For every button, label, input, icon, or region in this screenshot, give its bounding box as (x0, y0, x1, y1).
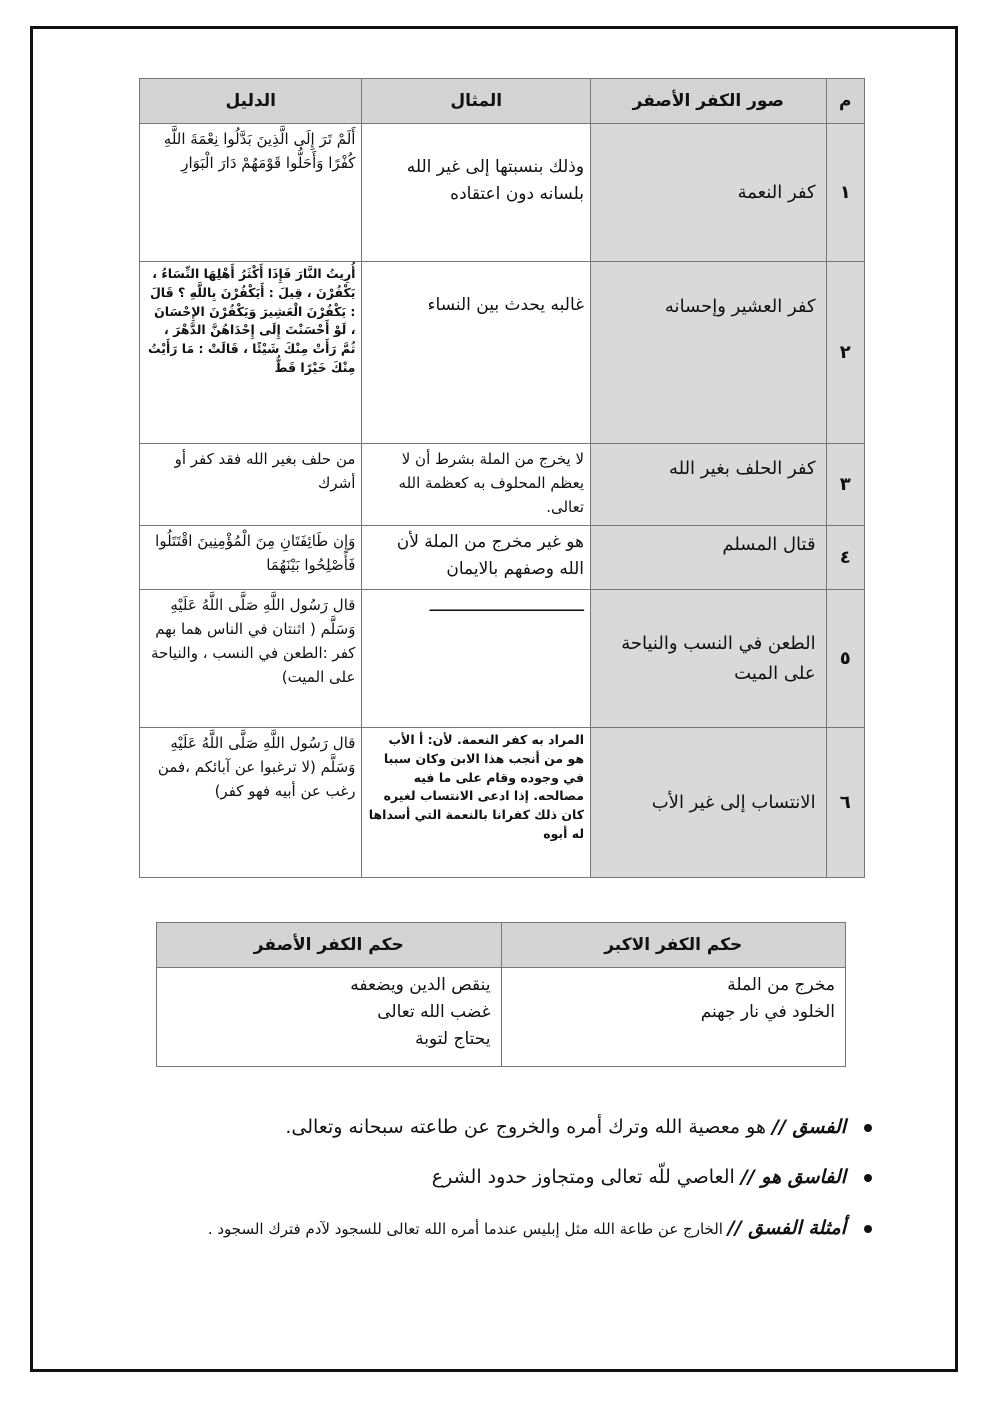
major-ruling-cell (501, 968, 846, 1067)
rulings-row (157, 968, 846, 1067)
row-form: الانتساب إلى غير الأب (591, 728, 827, 878)
row-number: ٥ (826, 590, 864, 728)
table-row (140, 124, 865, 262)
list-item: غضب الله تعالى (377, 1002, 491, 1023)
row-form: كفر النعمة (591, 124, 827, 262)
row-evidence: قال رَسُول اللَّهِ صَلَّى اللَّهُ عَلَيْهِ وَسَلَّم (لا ترغبوا عن آبائكم ،فمن رغب عن أبيه فهو كفر) (140, 728, 362, 878)
row-number: ٣ (826, 444, 864, 526)
row-form: قتال المسلم (591, 526, 827, 590)
table-row (140, 728, 865, 878)
bullet-icon (864, 1124, 872, 1132)
minor-ruling-cell (157, 968, 502, 1067)
row-form: كفر العشير وإحسانه (591, 262, 827, 444)
definition-term: الفسق // (772, 1116, 846, 1138)
rulings-table (156, 922, 846, 1067)
bullet-icon (864, 1225, 872, 1233)
header-example: المثال (362, 79, 591, 124)
definitions-list (120, 1112, 880, 1263)
row-number: ١ (826, 124, 864, 262)
table-row (140, 262, 865, 444)
minor-disbelief-table (139, 78, 865, 878)
row-evidence: أَلَمْ تَرَ إِلَى الَّذِينَ بَدَّلُوا نِعْمَةَ اللَّهِ كُفْرًا وَأَحَلُّوا قَوْمَهُمْ دَارَ الْبَوَارِ (140, 124, 362, 262)
definition-text: الخارج عن طاعة الله مثل إبليس عندما أمره الله تعالى للسجود لآدم فترك السجود . (207, 1219, 728, 1238)
definition-text: هو معصية الله وترك أمره والخروج عن طاعته سبحانه وتعالى. (285, 1116, 773, 1138)
list-item (120, 1112, 880, 1142)
table-row (140, 526, 865, 590)
minor-ruling-header: حكم الكفر الأصفر (157, 923, 502, 968)
row-example: المراد به كفر النعمة. لأن: أ الأب هو من أنجب هذا الابن وكان سببا في وجوده وقام على ما فيه مصالحه. إذا ادعى الانتساب لغيره كان ذلك كفرانا بالنعمة التي أسداها له أبوه (362, 728, 591, 878)
row-evidence: أُرِيتُ النَّارَ فَإِذَا أَكْثَرُ أَهْلِهَا النِّسَاءُ ، يَكْفُرْنَ ، قِيلَ : أَيَكْفُرْنَ بِاللَّهِ ؟ قَالَ : يَكْفُرْنَ الْعَشِيرَ وَيَكْفُرْنَ الإِحْسَانَ ، لَوْ أَحْسَنْتَ إِلَى إِحْدَاهُنَّ الدَّهْرَ ، ثُمَّ رَأَتْ مِنْكَ شَيْئًا ، قَالَتْ : مَا رَأَيْتُ مِنْكَ خَيْرًا قَطُّ (140, 262, 362, 444)
row-example (362, 590, 591, 728)
table-row (140, 444, 865, 526)
header-evidence: الدليل (140, 79, 362, 124)
row-evidence: من حلف بغير الله فقد كفر أو أشرك (140, 444, 362, 526)
row-number: ٢ (826, 262, 864, 444)
definition-term: الفاسق هو // (740, 1166, 846, 1189)
row-example: لا يخرج من الملة بشرط أن لا يعظم المحلوف به كعظمة الله تعالى. (362, 444, 591, 526)
row-example: هو غير مخرج من الملة لأن الله وصفهم بالايمان (362, 526, 591, 590)
header-number: م (826, 79, 864, 124)
rulings-header-row (157, 923, 846, 968)
row-evidence: قال رَسُول اللَّهِ صَلَّى اللَّهُ عَلَيْهِ وَسَلَّم ( اثنتان في الناس هما بهم كفر :الطعن في النسب ، والنياحة على الميت) (140, 590, 362, 728)
list-item (120, 1162, 880, 1192)
row-number: ٦ (826, 728, 864, 878)
empty-example-dash: ـــــــــــــــــــــــــــــــ (429, 596, 585, 616)
list-item: ينقص الدين ويضعفه (350, 975, 491, 995)
table-row (140, 590, 865, 728)
major-ruling-header: حكم الكفر الاكبر (501, 923, 846, 968)
list-item: مخرج من الملة (727, 975, 835, 995)
definition-term: أمثلة الفسق // (727, 1216, 846, 1239)
bullet-icon (864, 1174, 872, 1182)
list-item (120, 1213, 880, 1243)
row-evidence: وَإِن طَائِفَتَانِ مِنَ الْمُؤْمِنِينَ اقْتَتَلُوا فَأَصْلِحُوا بَيْنَهُمَا (140, 526, 362, 590)
row-number: ٤ (826, 526, 864, 590)
row-form: كفر الحلف بغير الله (591, 444, 827, 526)
list-item: يحتاج لتوبة (415, 1029, 491, 1050)
header-form: صور الكفر الأصفر (591, 79, 827, 124)
definition-text: العاصي للّه تعالى ومتجاوز حدود الشرع (431, 1166, 741, 1189)
row-example: غالبه يحدث بين النساء (362, 262, 591, 444)
row-form: الطعن في النسب والنياحة على الميت (591, 590, 827, 728)
table-header-row (140, 79, 865, 124)
list-item: الخلود في نار جهنم (700, 1002, 835, 1023)
row-example: وذلك بنسبتها إلى غير الله بلسانه دون اعتقاده (362, 124, 591, 262)
